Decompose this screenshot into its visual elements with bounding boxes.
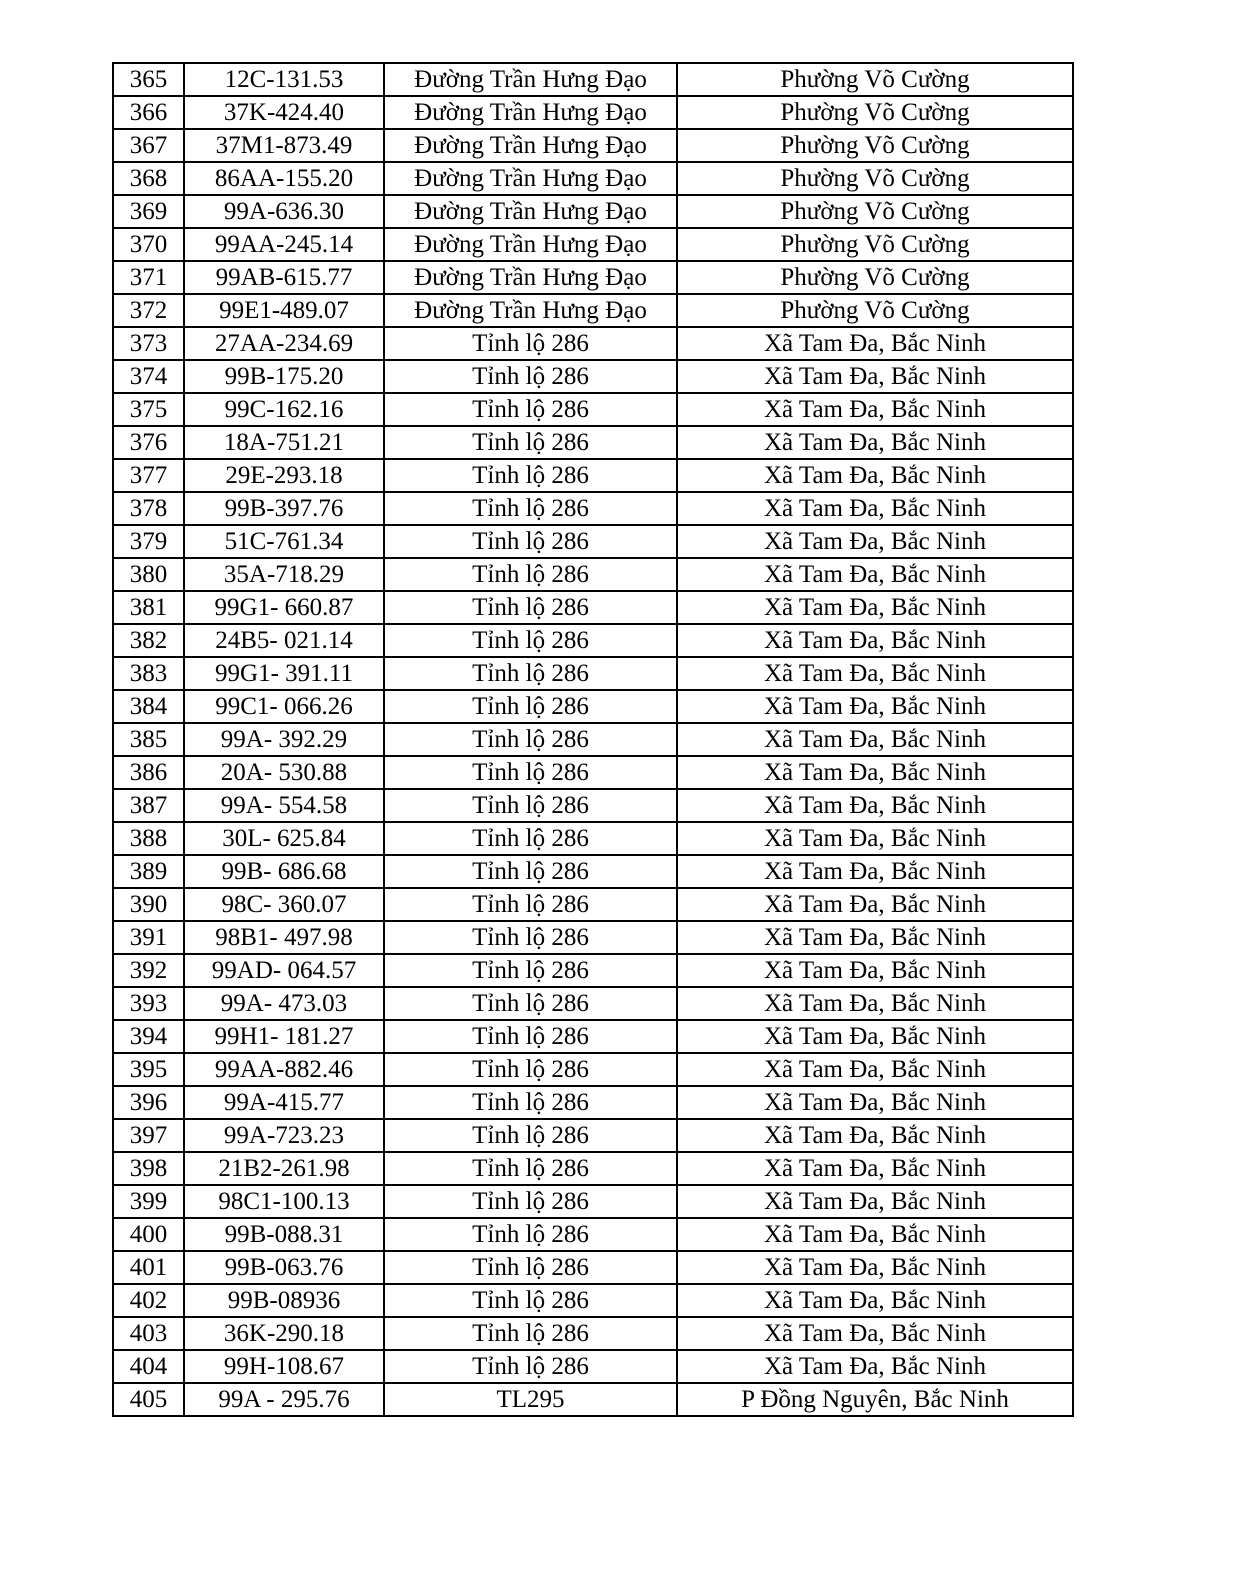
table-row	[113, 360, 1073, 393]
location-cell: Xã Tam Đa, Bắc Ninh	[677, 1053, 1073, 1086]
license-plate-cell: 99AA-882.46	[184, 1053, 384, 1086]
license-plate-cell: 36K-290.18	[184, 1317, 384, 1350]
location-cell: Xã Tam Đa, Bắc Ninh	[677, 756, 1073, 789]
location-cell: Xã Tam Đa, Bắc Ninh	[677, 327, 1073, 360]
license-plate-cell: 29E-293.18	[184, 459, 384, 492]
road-cell: Đường Trần Hưng Đạo	[384, 195, 677, 228]
license-plate-cell: 99H1- 181.27	[184, 1020, 384, 1053]
license-plate-cell: 99A- 473.03	[184, 987, 384, 1020]
table-row	[113, 591, 1073, 624]
license-plate-cell: 99E1-489.07	[184, 294, 384, 327]
row-number-cell: 381	[113, 591, 184, 624]
location-cell: Xã Tam Đa, Bắc Ninh	[677, 624, 1073, 657]
row-number-cell: 371	[113, 261, 184, 294]
location-cell: Xã Tam Đa, Bắc Ninh	[677, 393, 1073, 426]
license-plate-cell: 35A-718.29	[184, 558, 384, 591]
location-cell: Phường Võ Cường	[677, 162, 1073, 195]
table-row	[113, 1185, 1073, 1218]
table-body	[113, 63, 1073, 1416]
license-plate-cell: 99A-415.77	[184, 1086, 384, 1119]
license-plate-cell: 99B-08936	[184, 1284, 384, 1317]
road-cell: Tỉnh lộ 286	[384, 954, 677, 987]
road-cell: Tỉnh lộ 286	[384, 789, 677, 822]
location-cell: Xã Tam Đa, Bắc Ninh	[677, 1086, 1073, 1119]
road-cell: TL295	[384, 1383, 677, 1416]
row-number-cell: 392	[113, 954, 184, 987]
table-row	[113, 63, 1073, 96]
row-number-cell: 382	[113, 624, 184, 657]
table-row	[113, 987, 1073, 1020]
road-cell: Tỉnh lộ 286	[384, 756, 677, 789]
table-row	[113, 624, 1073, 657]
license-plate-cell: 99B-063.76	[184, 1251, 384, 1284]
table-row	[113, 1020, 1073, 1053]
location-cell: Xã Tam Đa, Bắc Ninh	[677, 1251, 1073, 1284]
table-row	[113, 1218, 1073, 1251]
road-cell: Tỉnh lộ 286	[384, 1251, 677, 1284]
road-cell: Tỉnh lộ 286	[384, 492, 677, 525]
row-number-cell: 368	[113, 162, 184, 195]
location-cell: Xã Tam Đa, Bắc Ninh	[677, 954, 1073, 987]
location-cell: Phường Võ Cường	[677, 63, 1073, 96]
road-cell: Tỉnh lộ 286	[384, 426, 677, 459]
location-cell: Xã Tam Đa, Bắc Ninh	[677, 591, 1073, 624]
license-plate-cell: 99C1- 066.26	[184, 690, 384, 723]
table-row	[113, 1284, 1073, 1317]
license-plate-cell: 99A- 554.58	[184, 789, 384, 822]
row-number-cell: 372	[113, 294, 184, 327]
table-row	[113, 921, 1073, 954]
road-cell: Tỉnh lộ 286	[384, 558, 677, 591]
license-plate-cell: 99A-723.23	[184, 1119, 384, 1152]
location-cell: Xã Tam Đa, Bắc Ninh	[677, 525, 1073, 558]
road-cell: Tỉnh lộ 286	[384, 888, 677, 921]
row-number-cell: 394	[113, 1020, 184, 1053]
table-row	[113, 195, 1073, 228]
table-row	[113, 1383, 1073, 1416]
license-plate-cell: 99G1- 391.11	[184, 657, 384, 690]
table-row	[113, 855, 1073, 888]
road-cell: Tỉnh lộ 286	[384, 1053, 677, 1086]
row-number-cell: 373	[113, 327, 184, 360]
license-plate-cell: 99B-397.76	[184, 492, 384, 525]
row-number-cell: 401	[113, 1251, 184, 1284]
license-plate-cell: 99B-088.31	[184, 1218, 384, 1251]
table-row	[113, 954, 1073, 987]
license-plate-cell: 99H-108.67	[184, 1350, 384, 1383]
row-number-cell: 396	[113, 1086, 184, 1119]
location-cell: Xã Tam Đa, Bắc Ninh	[677, 426, 1073, 459]
location-cell: Xã Tam Đa, Bắc Ninh	[677, 492, 1073, 525]
road-cell: Tỉnh lộ 286	[384, 591, 677, 624]
table-row	[113, 327, 1073, 360]
license-plate-cell: 21B2-261.98	[184, 1152, 384, 1185]
row-number-cell: 375	[113, 393, 184, 426]
location-cell: Xã Tam Đa, Bắc Ninh	[677, 822, 1073, 855]
road-cell: Tỉnh lộ 286	[384, 360, 677, 393]
location-cell: Xã Tam Đa, Bắc Ninh	[677, 690, 1073, 723]
location-cell: Phường Võ Cường	[677, 129, 1073, 162]
row-number-cell: 383	[113, 657, 184, 690]
table-row	[113, 888, 1073, 921]
license-plate-cell: 30L- 625.84	[184, 822, 384, 855]
row-number-cell: 398	[113, 1152, 184, 1185]
location-cell: Xã Tam Đa, Bắc Ninh	[677, 459, 1073, 492]
license-plate-cell: 86AA-155.20	[184, 162, 384, 195]
location-cell: Phường Võ Cường	[677, 228, 1073, 261]
row-number-cell: 378	[113, 492, 184, 525]
license-plate-cell: 99G1- 660.87	[184, 591, 384, 624]
location-cell: Xã Tam Đa, Bắc Ninh	[677, 558, 1073, 591]
row-number-cell: 393	[113, 987, 184, 1020]
table-row	[113, 1053, 1073, 1086]
table-row	[113, 129, 1073, 162]
location-cell: Xã Tam Đa, Bắc Ninh	[677, 1284, 1073, 1317]
license-plate-cell: 18A-751.21	[184, 426, 384, 459]
location-cell: Xã Tam Đa, Bắc Ninh	[677, 1350, 1073, 1383]
row-number-cell: 380	[113, 558, 184, 591]
row-number-cell: 395	[113, 1053, 184, 1086]
row-number-cell: 369	[113, 195, 184, 228]
license-plate-cell: 24B5- 021.14	[184, 624, 384, 657]
location-cell: Xã Tam Đa, Bắc Ninh	[677, 1020, 1073, 1053]
road-cell: Tỉnh lộ 286	[384, 657, 677, 690]
row-number-cell: 391	[113, 921, 184, 954]
row-number-cell: 405	[113, 1383, 184, 1416]
row-number-cell: 404	[113, 1350, 184, 1383]
table-row	[113, 1251, 1073, 1284]
row-number-cell: 388	[113, 822, 184, 855]
road-cell: Tỉnh lộ 286	[384, 723, 677, 756]
table-row	[113, 1086, 1073, 1119]
table-row	[113, 789, 1073, 822]
row-number-cell: 379	[113, 525, 184, 558]
row-number-cell: 386	[113, 756, 184, 789]
table-row	[113, 723, 1073, 756]
row-number-cell: 390	[113, 888, 184, 921]
license-plate-cell: 99C-162.16	[184, 393, 384, 426]
road-cell: Đường Trần Hưng Đạo	[384, 294, 677, 327]
location-cell: Xã Tam Đa, Bắc Ninh	[677, 855, 1073, 888]
table-row	[113, 525, 1073, 558]
road-cell: Tỉnh lộ 286	[384, 1020, 677, 1053]
road-cell: Tỉnh lộ 286	[384, 822, 677, 855]
road-cell: Đường Trần Hưng Đạo	[384, 63, 677, 96]
road-cell: Tỉnh lộ 286	[384, 1086, 677, 1119]
location-cell: P Đồng Nguyên, Bắc Ninh	[677, 1383, 1073, 1416]
license-plate-cell: 51C-761.34	[184, 525, 384, 558]
location-cell: Phường Võ Cường	[677, 294, 1073, 327]
license-plate-cell: 99AA-245.14	[184, 228, 384, 261]
location-cell: Xã Tam Đa, Bắc Ninh	[677, 657, 1073, 690]
road-cell: Tỉnh lộ 286	[384, 690, 677, 723]
table-row	[113, 1119, 1073, 1152]
row-number-cell: 370	[113, 228, 184, 261]
row-number-cell: 376	[113, 426, 184, 459]
license-plate-cell: 12C-131.53	[184, 63, 384, 96]
table-row	[113, 162, 1073, 195]
row-number-cell: 399	[113, 1185, 184, 1218]
table-row	[113, 822, 1073, 855]
road-cell: Tỉnh lộ 286	[384, 921, 677, 954]
license-plate-cell: 99AD- 064.57	[184, 954, 384, 987]
location-cell: Xã Tam Đa, Bắc Ninh	[677, 1119, 1073, 1152]
license-plate-cell: 99A - 295.76	[184, 1383, 384, 1416]
license-plate-cell: 99B-175.20	[184, 360, 384, 393]
road-cell: Tỉnh lộ 286	[384, 1350, 677, 1383]
location-cell: Xã Tam Đa, Bắc Ninh	[677, 888, 1073, 921]
road-cell: Đường Trần Hưng Đạo	[384, 96, 677, 129]
road-cell: Tỉnh lộ 286	[384, 1152, 677, 1185]
license-plate-cell: 99B- 686.68	[184, 855, 384, 888]
row-number-cell: 384	[113, 690, 184, 723]
license-plate-cell: 99A-636.30	[184, 195, 384, 228]
table-row	[113, 690, 1073, 723]
location-cell: Xã Tam Đa, Bắc Ninh	[677, 987, 1073, 1020]
road-cell: Đường Trần Hưng Đạo	[384, 228, 677, 261]
license-plate-cell: 37M1-873.49	[184, 129, 384, 162]
table-row	[113, 1152, 1073, 1185]
row-number-cell: 365	[113, 63, 184, 96]
row-number-cell: 387	[113, 789, 184, 822]
road-cell: Tỉnh lộ 286	[384, 624, 677, 657]
row-number-cell: 402	[113, 1284, 184, 1317]
license-plate-cell: 37K-424.40	[184, 96, 384, 129]
location-cell: Xã Tam Đa, Bắc Ninh	[677, 723, 1073, 756]
row-number-cell: 389	[113, 855, 184, 888]
road-cell: Tỉnh lộ 286	[384, 1119, 677, 1152]
table-row	[113, 261, 1073, 294]
location-cell: Xã Tam Đa, Bắc Ninh	[677, 921, 1073, 954]
road-cell: Tỉnh lộ 286	[384, 1185, 677, 1218]
location-cell: Phường Võ Cường	[677, 195, 1073, 228]
license-plate-cell: 98C- 360.07	[184, 888, 384, 921]
table-row	[113, 96, 1073, 129]
table-row	[113, 756, 1073, 789]
location-cell: Xã Tam Đa, Bắc Ninh	[677, 1185, 1073, 1218]
location-cell: Xã Tam Đa, Bắc Ninh	[677, 1152, 1073, 1185]
location-cell: Xã Tam Đa, Bắc Ninh	[677, 360, 1073, 393]
location-cell: Xã Tam Đa, Bắc Ninh	[677, 1317, 1073, 1350]
table-row	[113, 1350, 1073, 1383]
row-number-cell: 397	[113, 1119, 184, 1152]
row-number-cell: 400	[113, 1218, 184, 1251]
row-number-cell: 374	[113, 360, 184, 393]
table-row	[113, 393, 1073, 426]
license-plate-cell: 99AB-615.77	[184, 261, 384, 294]
location-cell: Phường Võ Cường	[677, 261, 1073, 294]
road-cell: Tỉnh lộ 286	[384, 855, 677, 888]
road-cell: Tỉnh lộ 286	[384, 327, 677, 360]
location-cell: Xã Tam Đa, Bắc Ninh	[677, 1218, 1073, 1251]
license-plate-cell: 98B1- 497.98	[184, 921, 384, 954]
table-row	[113, 558, 1073, 591]
table-row	[113, 657, 1073, 690]
table-row	[113, 492, 1073, 525]
road-cell: Tỉnh lộ 286	[384, 987, 677, 1020]
row-number-cell: 385	[113, 723, 184, 756]
road-cell: Tỉnh lộ 286	[384, 525, 677, 558]
road-cell: Tỉnh lộ 286	[384, 1284, 677, 1317]
road-cell: Đường Trần Hưng Đạo	[384, 162, 677, 195]
row-number-cell: 377	[113, 459, 184, 492]
road-cell: Đường Trần Hưng Đạo	[384, 261, 677, 294]
table-row	[113, 1317, 1073, 1350]
license-plate-cell: 98C1-100.13	[184, 1185, 384, 1218]
table-row	[113, 294, 1073, 327]
location-cell: Phường Võ Cường	[677, 96, 1073, 129]
license-plate-cell: 20A- 530.88	[184, 756, 384, 789]
road-cell: Tỉnh lộ 286	[384, 393, 677, 426]
table-row	[113, 459, 1073, 492]
row-number-cell: 403	[113, 1317, 184, 1350]
violation-table	[112, 62, 1074, 1417]
license-plate-cell: 99A- 392.29	[184, 723, 384, 756]
row-number-cell: 367	[113, 129, 184, 162]
road-cell: Tỉnh lộ 286	[384, 1317, 677, 1350]
table-row	[113, 228, 1073, 261]
road-cell: Đường Trần Hưng Đạo	[384, 129, 677, 162]
row-number-cell: 366	[113, 96, 184, 129]
road-cell: Tỉnh lộ 286	[384, 1218, 677, 1251]
table-row	[113, 426, 1073, 459]
location-cell: Xã Tam Đa, Bắc Ninh	[677, 789, 1073, 822]
road-cell: Tỉnh lộ 286	[384, 459, 677, 492]
license-plate-cell: 27AA-234.69	[184, 327, 384, 360]
